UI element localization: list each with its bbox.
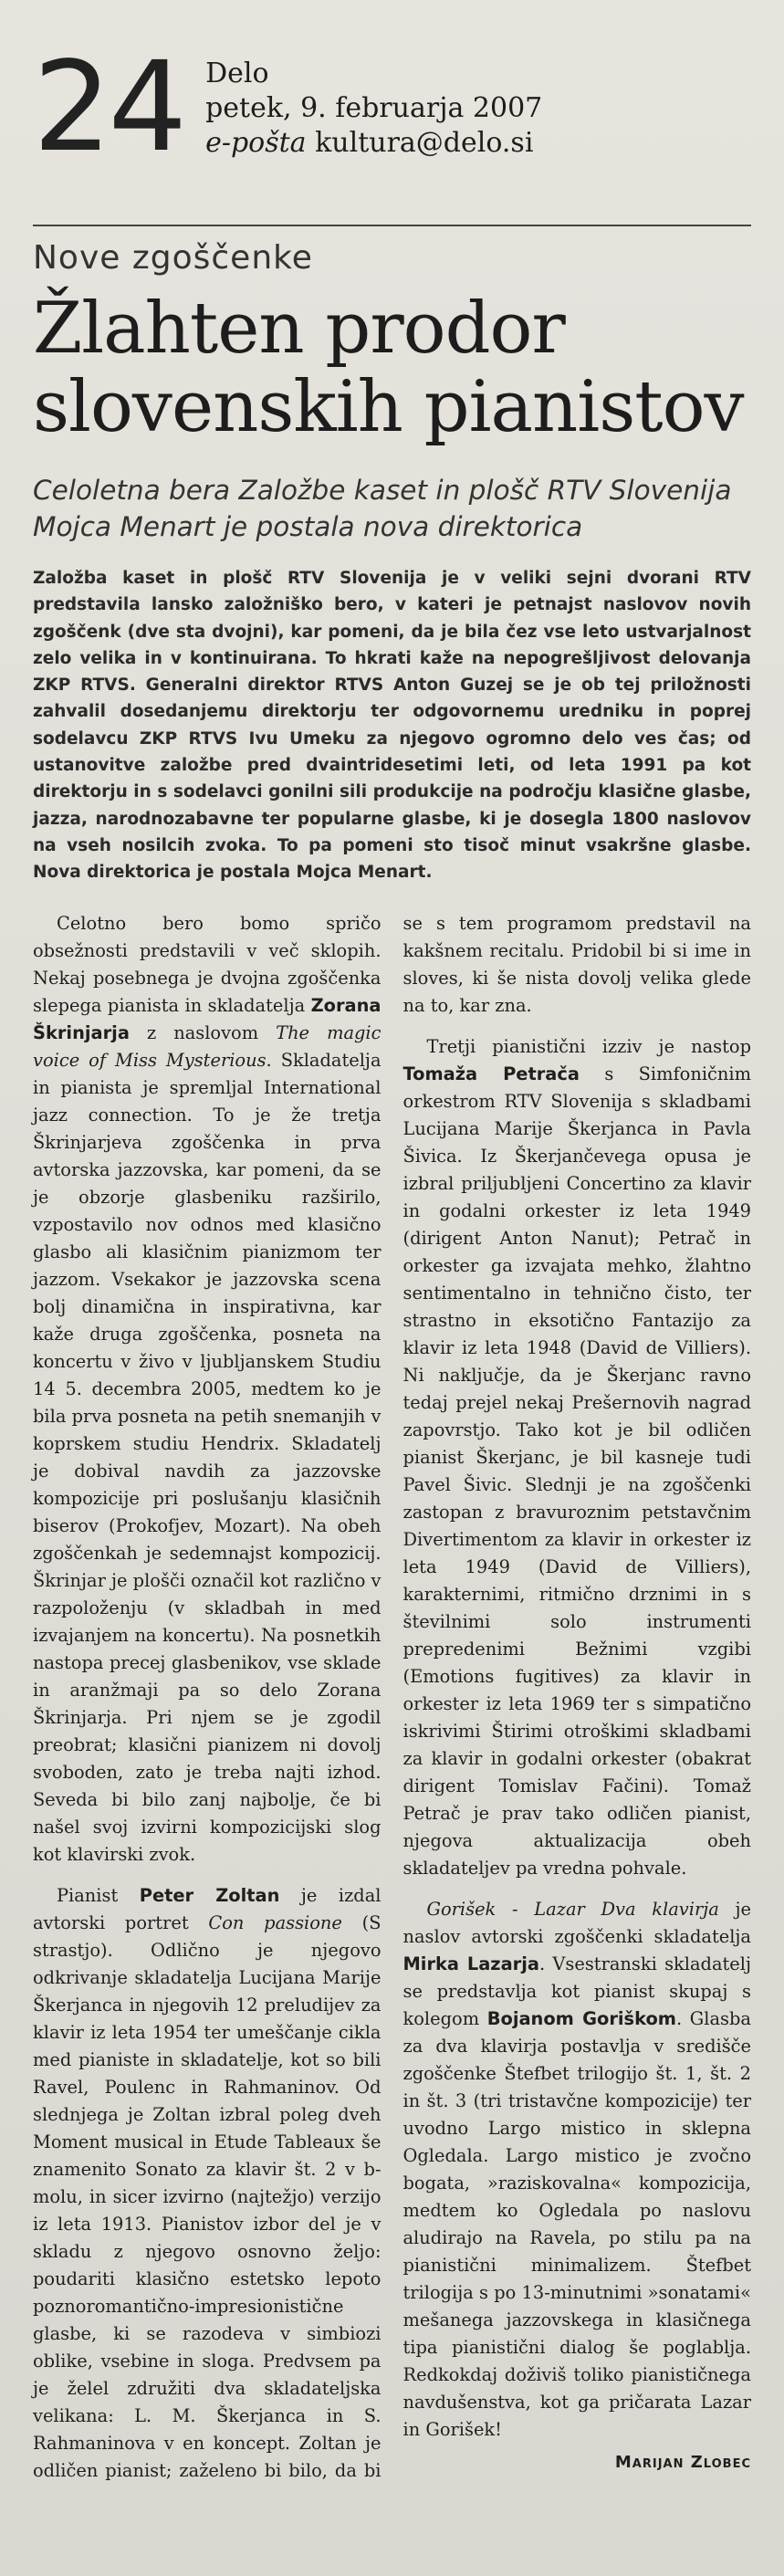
author-byline: Marijan Zlobec	[614, 2452, 751, 2472]
body-paragraph	[33, 910, 382, 1869]
album-title: Gorišek - Lazar Dva klavirja	[426, 1898, 719, 1920]
paper-name: Delo	[205, 58, 269, 89]
person-name: Zorana Škrinjarja	[33, 994, 382, 1043]
body-text: je izdal avtorski portret	[33, 1884, 382, 1933]
lead-paragraph: Založba kaset in plošč RTV Slovenija je v veliki sejni dvorani RTV predstavila lansko založniško bero, v kateri je petnajst naslovov novih zgoščenk (dve sta dvojni), kar pomeni, da je bila čez vse leto ustvarjalnost zelo velika in v kontinuirana. To hkrati kaže na nepogrešljivost delovanja ZKP RTVS. Generalni direktor RTVS Anton Guzej se je ob tej priložnosti zahvalil dosedanjemu direktorju ter odgovornemu uredniku in poprej sodelavcu ZKP RTVS Ivu Umeku za njegovo ogromno delo ves čas; od ustanovitve založbe pred dvaintridesetimi leti, od leta 1991 pa kot direktorju in s sodelavci gonilni sili produkcije na področju klasične glasbe, jazza, narodnozabavne ter popularne glasbe, ki je dosegla 1800 naslovov na vseh nosilcih zvoka. To pa pomeni sto tisoč minut vsakršne glasbe. Nova direktorica je postala Mojca Menart.	[33, 569, 751, 883]
email-address: kultura@delo.si	[315, 127, 534, 159]
body-text: . Skladatelja in pianista je spremljal International jazz connection. To je že tretja Škrinjarjeva zgoščenka in prva avtorska jazzovska, kar pomeni, da se je obzorje glasbeniku razširilo, vzpostavilo nov odnos med klasično glasbo ali klasičnim pianizmom ter jazzom. Vsekakor je jazzovska scena bolj dinamična in inspirativna, kar kaže druga zgoščenka, posneta na koncertu v živo v ljubljanskem Studiu 14 5. decembra 2005, medtem ko je bila prva posneta na petih snemanjih v koprskem studiu Hendrix. Skladatelj je dobival navdih za jazzovske kompozicije pri poslušanju klasičnih biserov (Prokofjev, Mozart). Na obeh zgoščenkah je sedemnajst kompozicij. Škrinjar je plošči označil kot različno v razpoloženju (v skladbah in med izvajanjem na koncertu). Na posnetkih nastopa precej glasbenikov, vse sklade in aranžmaji pa so delo Zorana Škrinjarja. Pri njem se je zgodil preobrat; klasični pianizem ni dovolj svoboden, zato je treba najti izhod. Seveda bi bilo zanj najbolje, če bi našel svoj izvirni kompozicijski slog kot klavirski zvok.	[33, 1049, 382, 1865]
body-text: Celotno bero bomo spričo obsežnosti predstavili v več sklopih. Nekaj posebnega je dvojna zgoščenka slepega pianista in skladatelja	[33, 912, 382, 1016]
section-kicker: Nove zgoščenke	[33, 239, 313, 277]
headline-line: slovenskih pianistov	[33, 366, 744, 448]
page-number: 24	[33, 36, 184, 180]
article-body	[33, 910, 751, 2485]
issue-date: petek, 9. februarja 2007	[205, 92, 543, 124]
header-rule	[33, 225, 751, 226]
body-text: (S strastjo). Odlično je njegovo odkrivanje skladatelja Lucijana Marije Škerjanca in njegovih 12 preludijev za klavir iz leta 1954 ter umeščanje cikla med pianiste in skladatelje, kot so bili Ravel, Poulenc in Rahmaninov. Od slednjega je Zoltan izbral poleg dveh Moment musical in Etude Tableaux še znamenito Sonato za klavir št. 2 v b-molu, in sicer izvirno (najtežjo) verzijo iz leta 1913. Pianistov izbor del je v skladu z njegovo osnovno željo: poudariti klasično estetsko lepoto poznoromantično-impresionistične glasbe, ki se razodeva v simbiozi oblike, vsebine in sloga. Predvsem pa je želel združiti dva skladateljska velikana: L. M. Škerjanca in S. Rahmaninova v en koncept. Zoltan je odličen pianist; zaželeno bi bilo, da bi se s tem programom predstavil na kakšnem recitalu. Pridobil bi si ime in sloves, ki še nista dovolj velika glede na to, kar zna.	[33, 912, 751, 2481]
person-name: Bojanom Goriškom	[486, 2007, 676, 2029]
person-name: Mirka Lazarja	[402, 1953, 539, 1974]
subhead-line: Celoletna bera Založbe kaset in plošč RTV Slovenija	[33, 475, 732, 506]
subheadline	[33, 472, 751, 545]
masthead	[33, 36, 751, 210]
body-text: z naslovom	[129, 1021, 277, 1043]
body-text: Pianist	[57, 1884, 140, 1906]
body-text: . Vsestranski skladatelj se predstavlja kot pianist skupaj s kolegom	[402, 1953, 752, 2029]
body-text: . Glasba za dva klavirja postavlja v središče zgoščenke Štefbet trilogijo št. 1, št. 2 in št. 3 (tri tristavčne kompozicije) ter uvodno Largo mistico in sklepna Ogledala. Largo mistico je zvočno bogata, »raziskovalna« kompozicija, medtem ko Ogledala po naslovu aludirajo na Ravela, po stilu pa na pianistični minimalizem. Štefbet trilogija s po 13-minutnimi »sonatami« mešanega jazzovskega in klasičnega tipa pianistični dialog še poglablja. Redkokdaj doživiš toliko pianističnega navdušenstva, kot ga pričarata Lazar in Gorišek!	[402, 2007, 751, 2440]
masthead-meta	[205, 55, 542, 161]
email-label: e-pošta	[205, 127, 307, 159]
person-name: Tomaža Petrača	[402, 1063, 580, 1084]
person-name: Peter Zoltan	[139, 1884, 280, 1906]
body-text: s Simfoničnim orkestrom RTV Slovenija s skladbami Lucijana Marije Škerjanca in Pavla Šivica. Iz Škerjančevega opusa je izbral priljubljeni Concertino za klavir in godalni orkester iz leta 1949 (dirigent Anton Nanut); Petrač in orkester ga izvajata mehko, žlahtno sentimentalno in tehnično čisto, ter strastno in eksotično Fantazijo za klavir iz leta 1948 (David de Villiers). Ni naključje, da je Škerjanc ravno tedaj prejel nekaj Prešernovih nagrad zapovrstjo. Tako kot je bil odličen pianist Škerjanc, je bil kasneje tudi Pavel Šivic. Slednji je na zgoščenki zastopan z bravuroznim petstavčnim Divertimentom za klavir in orkester iz leta 1949 (David de Villiers), karakternimi, ritmično drznimi in s številnimi solo instrumenti prepredenimi Bežnimi vzgibi (Emotions fugitives) za klavir in orkester iz leta 1969 ter s simpatično iskrivimi Štirimi otroškimi skladbami za klavir in godalni orkester (obakrat dirigent Tomislav Fačini). Tomaž Petrač je prav tako odličen pianist, njegova aktualizacija obeh skladateljev pa vredna pohvale.	[402, 1063, 751, 1879]
body-text: Tretji pianistični izziv je nastop	[426, 1035, 751, 1057]
headline	[33, 289, 751, 446]
body-paragraph	[403, 1033, 752, 1882]
body-text: je naslov avtorski zgoščenki skladatelja	[402, 1898, 752, 1947]
album-title: The magic voice of Miss Mysterious	[33, 1021, 382, 1071]
album-title: Con passione	[208, 1911, 342, 1933]
headline-line: Žlahten prodor	[33, 288, 565, 370]
subhead-line: Mojca Menart je postala nova direktorica	[33, 511, 583, 542]
body-paragraph	[403, 1896, 752, 2444]
contact-line	[205, 126, 542, 161]
